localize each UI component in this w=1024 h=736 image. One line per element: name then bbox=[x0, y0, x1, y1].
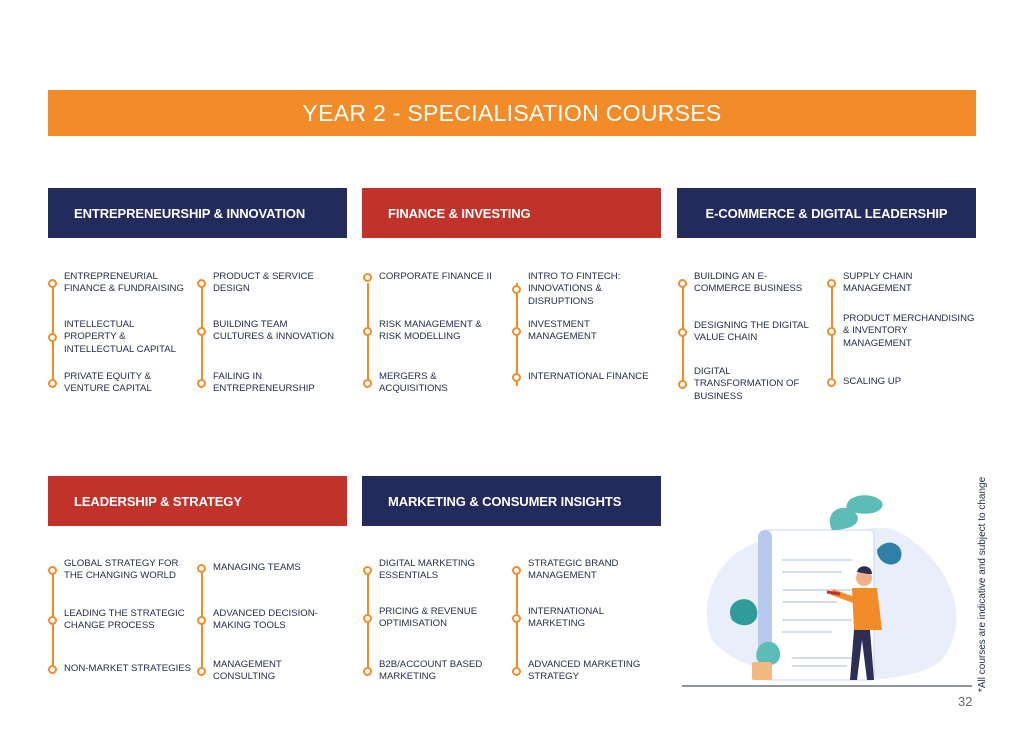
course-item: PRODUCT & SERVICE DESIGN bbox=[197, 271, 337, 296]
bullet-icon bbox=[512, 566, 521, 575]
track-title: MARKETING & CONSUMER INSIGHTS bbox=[388, 493, 622, 509]
course-item: RISK MANAGEMENT & RISK MODELLING bbox=[363, 319, 503, 344]
bullet-icon bbox=[512, 327, 521, 336]
bullet-icon bbox=[197, 564, 206, 573]
page-number: 32 bbox=[958, 694, 973, 709]
course-item: SCALING UP bbox=[827, 376, 967, 388]
track-title: LEADERSHIP & STRATEGY bbox=[74, 493, 242, 509]
bullet-icon bbox=[363, 566, 372, 575]
course-item: NON-MARKET STRATEGIES bbox=[48, 663, 198, 675]
course-item: DIGITAL MARKETING ESSENTIALS bbox=[363, 558, 503, 583]
course-item: INVESTMENT MANAGEMENT bbox=[512, 319, 652, 344]
bullet-icon bbox=[512, 285, 521, 294]
track-header-finance bbox=[362, 188, 661, 238]
course-item: BUILDING AN E-COMMERCE BUSINESS bbox=[678, 271, 818, 296]
course-item: INTRO TO FINTECH: INNOVATIONS & DISRUPTIONS bbox=[512, 271, 652, 308]
course-item: ENTREPRENEURIAL FINANCE & FUNDRAISING bbox=[48, 271, 188, 296]
course-item: DIGITAL TRANSFORMATION OF BUSINESS bbox=[678, 366, 818, 403]
course-item: GLOBAL STRATEGY FOR THE CHANGING WORLD bbox=[48, 558, 188, 583]
course-item: ADVANCED MARKETING STRATEGY bbox=[512, 659, 652, 684]
track-header-entrepreneurship bbox=[48, 188, 347, 238]
bullet-icon bbox=[48, 566, 57, 575]
course-item: PRICING & REVENUE OPTIMISATION bbox=[363, 606, 503, 631]
course-item: DESIGNING THE DIGITAL VALUE CHAIN bbox=[678, 320, 818, 345]
course-item: BUILDING TEAM CULTURES & INNOVATION bbox=[197, 319, 337, 344]
bullet-icon bbox=[48, 333, 57, 342]
bullet-icon bbox=[512, 667, 521, 676]
bullet-icon bbox=[197, 616, 206, 625]
disclaimer-note: *All courses are indicative and subject to change bbox=[977, 476, 988, 692]
bullet-icon bbox=[678, 279, 687, 288]
page-title-banner bbox=[48, 90, 976, 136]
bullet-icon bbox=[197, 279, 206, 288]
bullet-icon bbox=[197, 379, 206, 388]
course-item: PRODUCT MERCHANDISING & INVENTORY MANAGEMENT bbox=[827, 313, 977, 350]
track-header-ecommerce bbox=[677, 188, 976, 238]
course-item: CORPORATE FINANCE II bbox=[363, 271, 503, 283]
course-item: ADVANCED DECISION-MAKING TOOLS bbox=[197, 608, 337, 633]
bullet-icon bbox=[512, 373, 521, 382]
course-item: PRIVATE EQUITY & VENTURE CAPITAL bbox=[48, 371, 188, 396]
course-item: MANAGEMENT CONSULTING bbox=[197, 659, 337, 684]
track-title: ENTREPRENEURSHIP & INNOVATION bbox=[74, 205, 306, 221]
course-item: INTELLECTUAL PROPERTY & INTELLECTUAL CAPITAL bbox=[48, 319, 188, 356]
course-item: LEADING THE STRATEGIC CHANGE PROCESS bbox=[48, 608, 188, 633]
course-item: MANAGING TEAMS bbox=[197, 562, 337, 574]
bullet-icon bbox=[363, 379, 372, 388]
bullet-icon bbox=[363, 327, 372, 336]
course-item: B2B/ACCOUNT BASED MARKETING bbox=[363, 659, 503, 684]
bullet-icon bbox=[48, 279, 57, 288]
bullet-icon bbox=[827, 327, 836, 336]
track-header-leadership bbox=[48, 476, 347, 526]
bullet-icon bbox=[363, 667, 372, 676]
bullet-icon bbox=[197, 327, 206, 336]
course-item: FAILING IN ENTREPRENEURSHIP bbox=[197, 371, 337, 396]
bullet-icon bbox=[678, 328, 687, 337]
page-title: YEAR 2 - SPECIALISATION COURSES bbox=[302, 99, 722, 126]
bullet-icon bbox=[48, 379, 57, 388]
bullet-icon bbox=[827, 279, 836, 288]
course-item: INTERNATIONAL FINANCE bbox=[512, 371, 652, 383]
bullet-icon bbox=[827, 378, 836, 387]
bullet-icon bbox=[197, 667, 206, 676]
course-item: MERGERS & ACQUISITIONS bbox=[363, 371, 503, 396]
bullet-icon bbox=[48, 665, 57, 674]
course-item: SUPPLY CHAIN MANAGEMENT bbox=[827, 271, 967, 296]
bullet-icon bbox=[512, 614, 521, 623]
track-title: E-COMMERCE & DIGITAL LEADERSHIP bbox=[705, 205, 948, 221]
course-item: INTERNATIONAL MARKETING bbox=[512, 606, 652, 631]
bullet-icon bbox=[678, 380, 687, 389]
bullet-icon bbox=[363, 614, 372, 623]
track-title: FINANCE & INVESTING bbox=[388, 205, 531, 221]
person-with-document-illustration bbox=[672, 490, 974, 690]
bullet-icon bbox=[48, 616, 57, 625]
course-item: STRATEGIC BRAND MANAGEMENT bbox=[512, 558, 652, 583]
bullet-icon bbox=[363, 273, 372, 282]
track-header-marketing bbox=[362, 476, 661, 526]
